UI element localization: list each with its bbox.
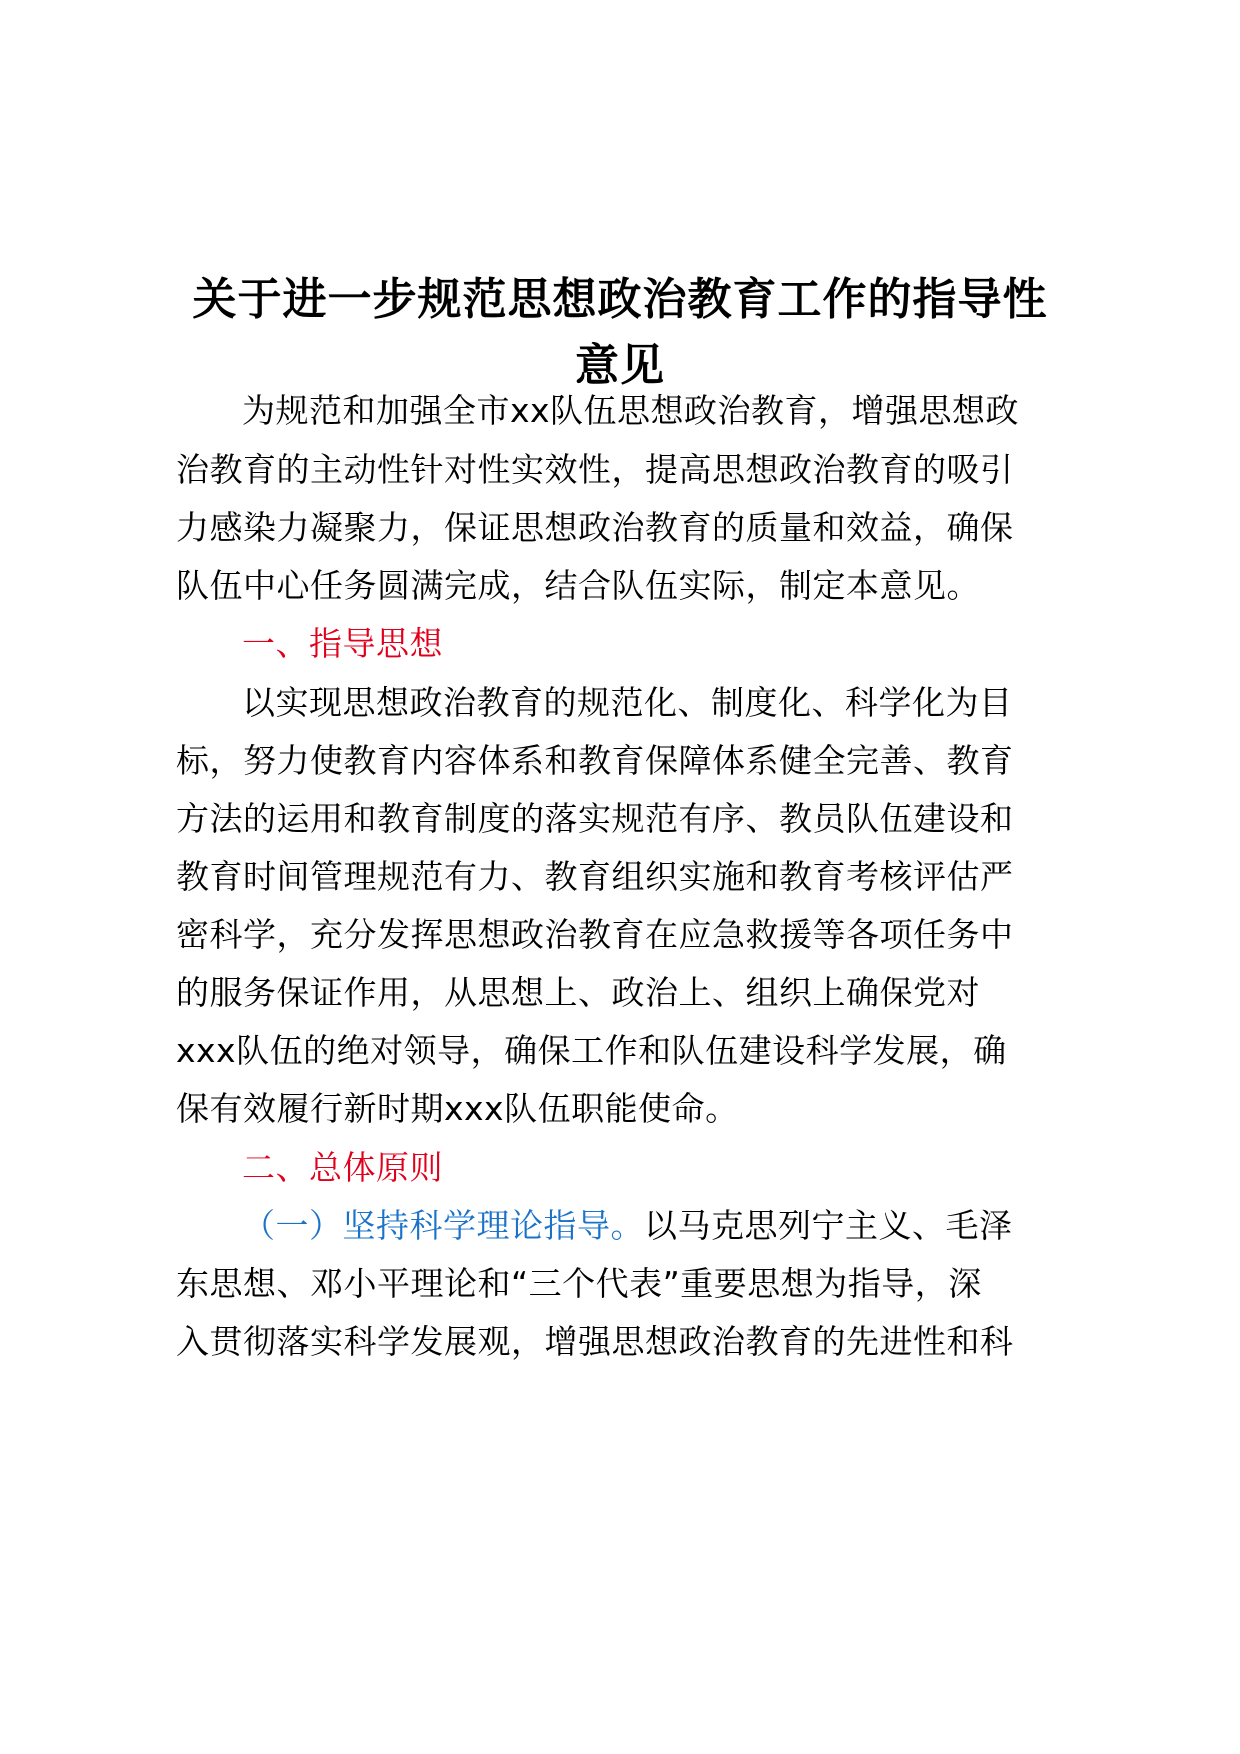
intro-line: 为规范和加强全市xx队伍思想政治教育，增强思想政 [242,391,1020,430]
subsection1-first-line [242,1204,1086,1248]
section-heading-general-principles: 二、总体原则 [242,1148,443,1187]
section1-line: 的服务保证作用，从思想上、政治上、组织上确保党对 [176,973,980,1012]
document-title-continued: 意见 [575,340,665,391]
subsection1-line: 入贯彻落实科学发展观，增强思想政治教育的先进性和科 [176,1322,1014,1361]
intro-line: 队伍中心任务圆满完成，结合队伍实际，制定本意见。 [176,566,980,605]
section1-line: 以实现思想政治教育的规范化、制度化、科学化为目 [242,683,1013,722]
intro-line: 治教育的主动性针对性实效性，提高思想政治教育的吸引 [176,450,1014,489]
section-heading-guiding-ideology: 一、指导思想 [242,624,443,663]
subsection1-text: 以马克思列宁主义、毛泽 [644,1206,1013,1245]
section1-line: xxx队伍的绝对领导，确保工作和队伍建设科学发展，确 [176,1031,1007,1070]
subsection1-line: 东思想、邓小平理论和“三个代表”重要思想为指导，深 [176,1264,982,1303]
section1-line: 标，努力使教育内容体系和教育保障体系健全完善、教育 [176,741,1014,780]
section1-line: 方法的运用和教育制度的落实规范有序、教员队伍建设和 [176,799,1014,838]
document-title: 关于进一步规范思想政治教育工作的指导性 [192,274,1048,325]
section1-line: 保有效履行新时期xxx队伍职能使命。 [176,1089,739,1128]
section1-line: 教育时间管理规范有力、教育组织实施和教育考核评估严 [176,857,1014,896]
subsection-heading: （一）坚持科学理论指导。 [242,1206,644,1245]
intro-line: 力感染力凝聚力，保证思想政治教育的质量和效益，确保 [176,508,1014,547]
section1-line: 密科学，充分发挥思想政治教育在应急救援等各项任务中 [176,915,1014,954]
